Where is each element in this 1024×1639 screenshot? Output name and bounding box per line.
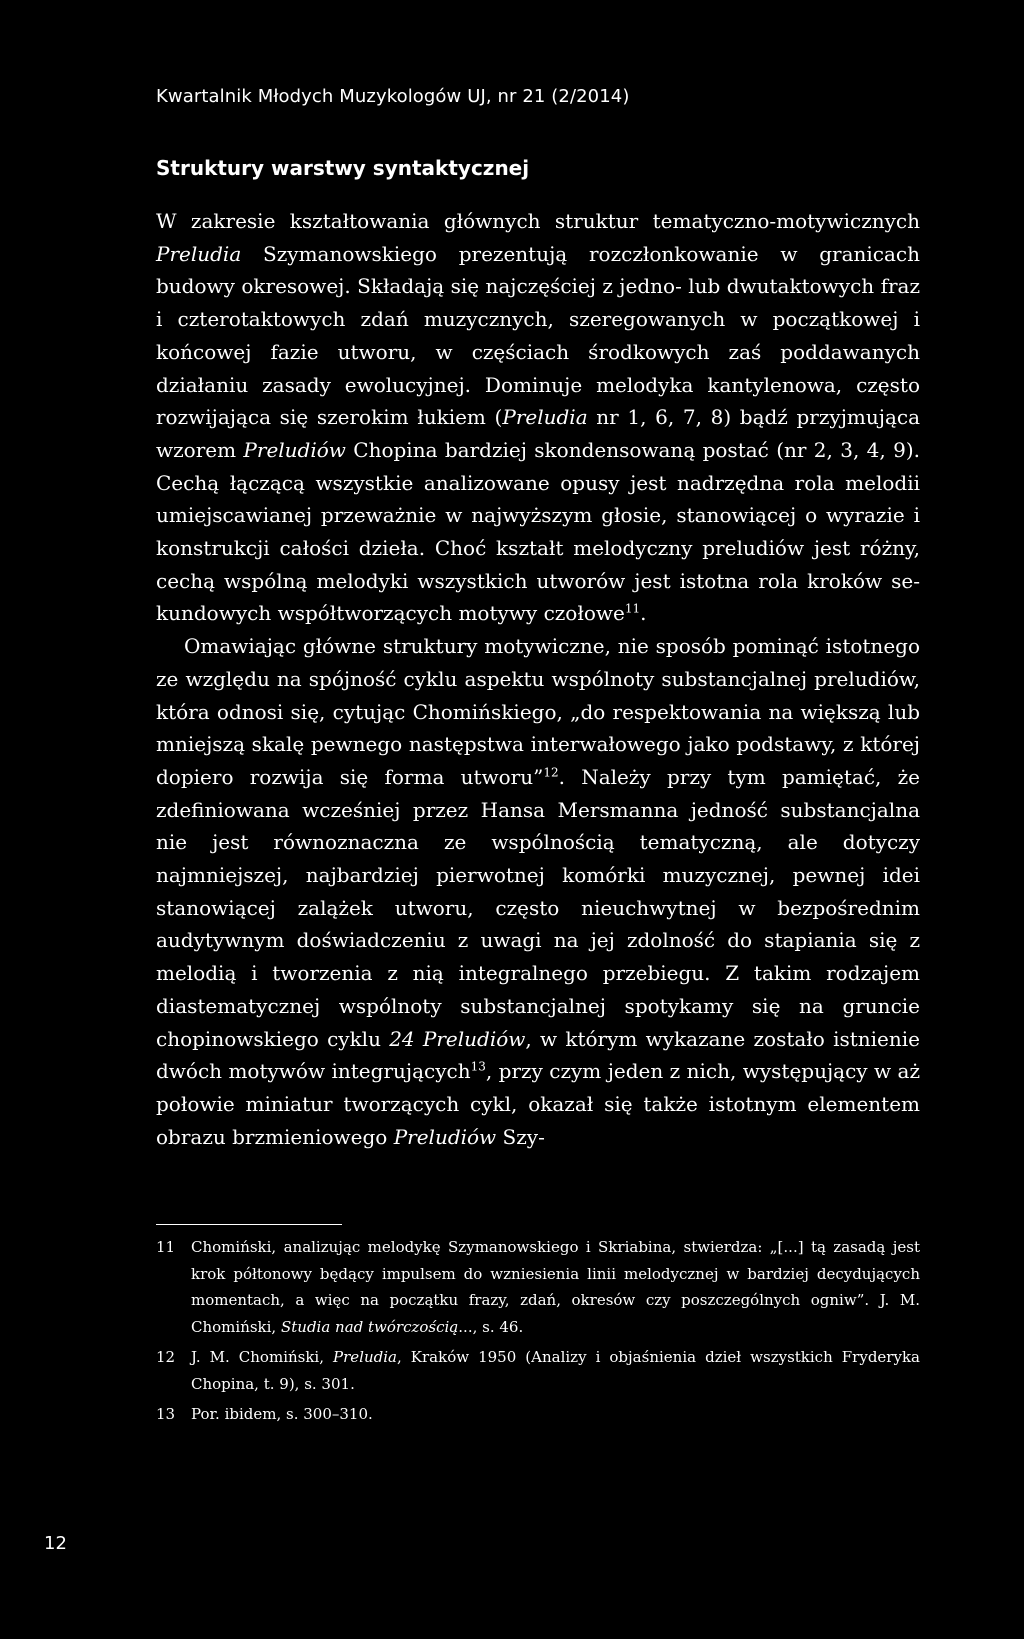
paragraph-2-text: . Należy przy tym pamiętać, że zdefiniowana wcześniej przez Hansa Mersmanna jedność substancjalna nie jest równoznaczna ze wspólnością tematyczną, ale dotyczy najmniejszej, najbardziej pierwotnej komórki muzycznej, pewnej idei stanowiącej zalążek utworu, często nieuchwytnej w bezpośrednim audytywnym doświadczeniu z uwagi na jej zdolność do stapiania się z melodią i tworzenia z nią integralnego przebiegu. Z takim rodzajem diastematycznej wspólnoty substancjalnej spotykamy się na gruncie chopinowskiego cyklu (156, 764, 921, 1051)
footnote-text (191, 1234, 920, 1340)
paragraph-1 (156, 205, 920, 630)
paragraph-2 (156, 630, 920, 1153)
italic-title: Preludia (156, 241, 242, 266)
footnote-text-part: , Kraków 1950 (Analizy i objaśnienia dzieł wszystkich Fryderyka Chopina, t. 9), s. 301. (191, 1348, 920, 1393)
paragraph-1-text: Chopina bardziej skondensowaną postać (nr 2, 3, 4, 9). Cechą łączącą wszystkie analizowane opusy jest nadrzędna rola melodii umiejscawianej przeważnie w najwyższym głosie, stanowiącej o wyrazie i konstrukcji całości dzieła. Choć kształt melodyczny preludiów jest różny, cechą wspólną melodyki wszystkich utworów jest istotna rola kroków sekundowych współtworzących motywy czołowe (156, 437, 920, 626)
footnote-text-part: ..., s. 46. (458, 1317, 524, 1336)
page-header: Kwartalnik Młodych Muzykologów UJ, nr 21 (2/2014) (156, 86, 630, 107)
italic-title: Studia nad twórczością (280, 1317, 459, 1336)
paragraph-1-text: nr 1, 6, 7, 8) bądź przyjmująca wzorem (156, 405, 920, 462)
italic-title: Preludia (333, 1348, 397, 1366)
body-text (156, 205, 920, 1153)
footnote-ref-12[interactable]: 12 (543, 765, 559, 780)
section-heading: Struktury warstwy syntaktycznej (156, 156, 530, 180)
footnote-number: 12 (156, 1348, 176, 1366)
footnote-text-part: J. M. Chomiński, (191, 1348, 334, 1366)
italic-title: Preludia (502, 405, 588, 430)
footnote-ref-11[interactable]: 11 (624, 601, 641, 616)
footnote-number: 13 (156, 1405, 176, 1423)
footnotes (156, 1234, 920, 1432)
paragraph-2-text: , w którym wykazane zostało istnienie dwóch motywów integrujących (156, 1026, 920, 1084)
paragraph-2-text: Szy- (496, 1124, 545, 1149)
footnote-number: 11 (156, 1238, 176, 1256)
page-number: 12 (44, 1533, 67, 1554)
footnote-rule (156, 1224, 342, 1225)
italic-title: 24 Preludiów (389, 1026, 526, 1051)
footnote-12 (156, 1344, 920, 1397)
paragraph-1-text: W zakresie kształtowania głównych struktur tematyczno-motywicznych (156, 209, 920, 233)
footnote-text-part: Chomiński, analizując melodykę Szymanowskiego i Skriabina, stwierdza: „[...] tą zasadą jest krok półtonowy będący impulsem do wzniesienia linii melodycznej w bardziej decydujących momentach, a więc na początku frazy, zdań, okresów czy poszczególnych ogniw”. J. M. Chomiński, (191, 1238, 920, 1336)
footnote-text (191, 1401, 920, 1428)
footnote-11 (156, 1234, 920, 1340)
footnote-13 (156, 1401, 920, 1428)
footnote-text-part: Por. ibidem, s. 300–310. (191, 1405, 373, 1423)
footnote-text (191, 1344, 920, 1397)
italic-title: Preludiów (393, 1124, 497, 1149)
paragraph-2-text: Omawiając główne struktury motywiczne, nie sposób pominąć istotnego ze względu na spójność cyklu aspektu wspólnoty substancjalnej preludiów, która odnosi się, cytując Chomińskiego, „do respektowania na większą lub mniejszą skalę pewnego następstwa interwałowego jako podstawy, z której dopiero rozwija się forma utworu” (156, 634, 920, 789)
paragraph-1-text: . (640, 601, 647, 626)
paragraph-2-text: , przy czym jeden z nich, występujący w aż połowie miniatur tworzących cykl, okazał się także istotnym elementem obrazu brzmieniowego (156, 1059, 921, 1149)
footnote-ref-13[interactable]: 13 (470, 1059, 486, 1074)
paragraph-1-text: Szymanowskiego prezentują rozczłonkowanie w granicach budowy okresowej. Składają się najczęściej z jedno- lub dwutaktowych fraz i czterotaktowych zdań muzycznych, szeregowanych w początkowej i końcowej fazie utworu, w częściach środkowych zaś poddawanych działaniu zasady ewolucyjnej. Dominuje melodyka kantylenowa, często rozwijająca się szerokim łukiem ( (156, 241, 920, 430)
italic-title: Preludiów (243, 437, 346, 462)
